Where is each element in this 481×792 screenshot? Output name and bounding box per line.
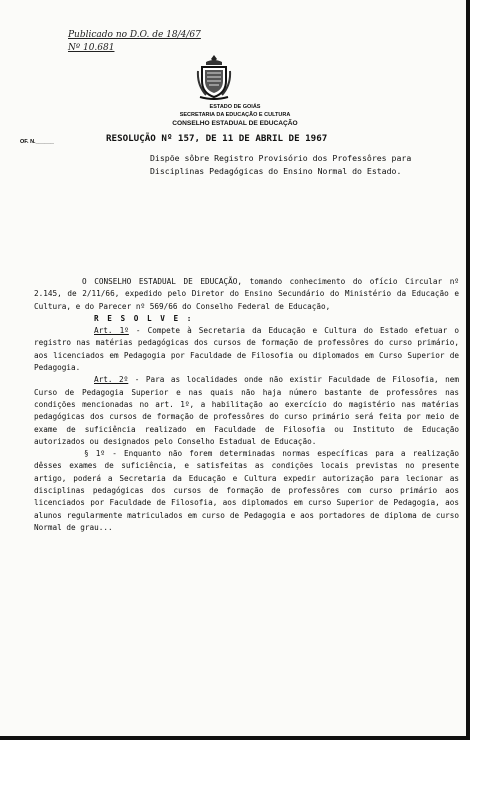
office-number-label: OF. N.______ [20, 139, 54, 145]
paragraph-1-text: - Enquanto não forem determinadas normas específicas para a realização dêsses exames de suficiência, e satisfeitas as condições locais previstas no presente artigo, poderá a Secretaria da Educação e Cultura expedir autorização para lecionar as disciplinas pedagógicas dos cursos de formação de professôres com curso primário aos licenciados por Faculdade de Filosofia, aos diplomados em curso Superior de Pedagogia, aos alunos regularmente matriculados em curso de Pedagogia e aos portadores de diploma de curso Normal de grau... [34, 449, 460, 532]
resolution-body [34, 276, 459, 534]
article-1-paragraph [34, 325, 459, 374]
publication-number: Nº 10.681 [68, 43, 115, 53]
article-2-paragraph [34, 374, 459, 448]
header-state: ESTADO DE GOIÁS [209, 104, 261, 110]
article-1-number: Art. 1º [94, 326, 129, 336]
header-council: CONSELHO ESTADUAL DE EDUCAÇÃO [172, 120, 298, 127]
resolve-heading: R E S O L V E : [94, 313, 194, 323]
header-secretariat: SECRETARIA DA EDUCAÇÃO E CULTURA [179, 112, 291, 118]
paragraph-1 [34, 448, 459, 534]
article-2-number: Art. 2º [94, 375, 129, 385]
resolution-ementa: Dispõe sôbre Registro Provisório dos Professôres para Disciplinas Pedagógicas do Ensino Normal do Estado. [150, 153, 412, 176]
coat-of-arms-icon [196, 53, 232, 101]
resolution-title: RESOLUÇÃO Nº 157, DE 11 DE ABRIL DE 1967 [106, 133, 328, 144]
paragraph-1-number: § 1º [84, 449, 106, 459]
article-1-text: - Compete à Secretaria da Educação e Cultura do Estado efetuar o registro nas matérias pedagógicas dos cursos de formação de professôres do curso primário, aos licenciados em Pedagogia por Faculdade de Filosofia ou diplomados em Curso Superior de Pedagogia. [34, 326, 459, 373]
preamble-paragraph: O CONSELHO ESTADUAL DE EDUCAÇÃO, tomando conhecimento do ofício Circular nº 2.145, de 2/11/66, expedido pelo Diretor do Ensino Secundário do Ministério da Educação e Cultura, e do Parecer nº 569/66 do Conselho Federal de Educação, [34, 277, 459, 311]
article-2-text: - Para as localidades onde não existir Faculdade de Filosofia, nem Curso de Pedagogia Superior e nas quais não haja número bastante de professôres nas condições mencionadas no art. 1º, a habilitação ao exercício do magistério nas matérias pedagógicas dos cursos de formação de professôres do curso primário será feita por meio de exame de suficiência realizado em Faculdade de Filosofia ou Instituto de Educação autorizados ou designados pelo Conselho Estadual de Educação. [34, 375, 459, 446]
publication-annotation: Publicado no D.O. de 18/4/67 [68, 30, 201, 40]
